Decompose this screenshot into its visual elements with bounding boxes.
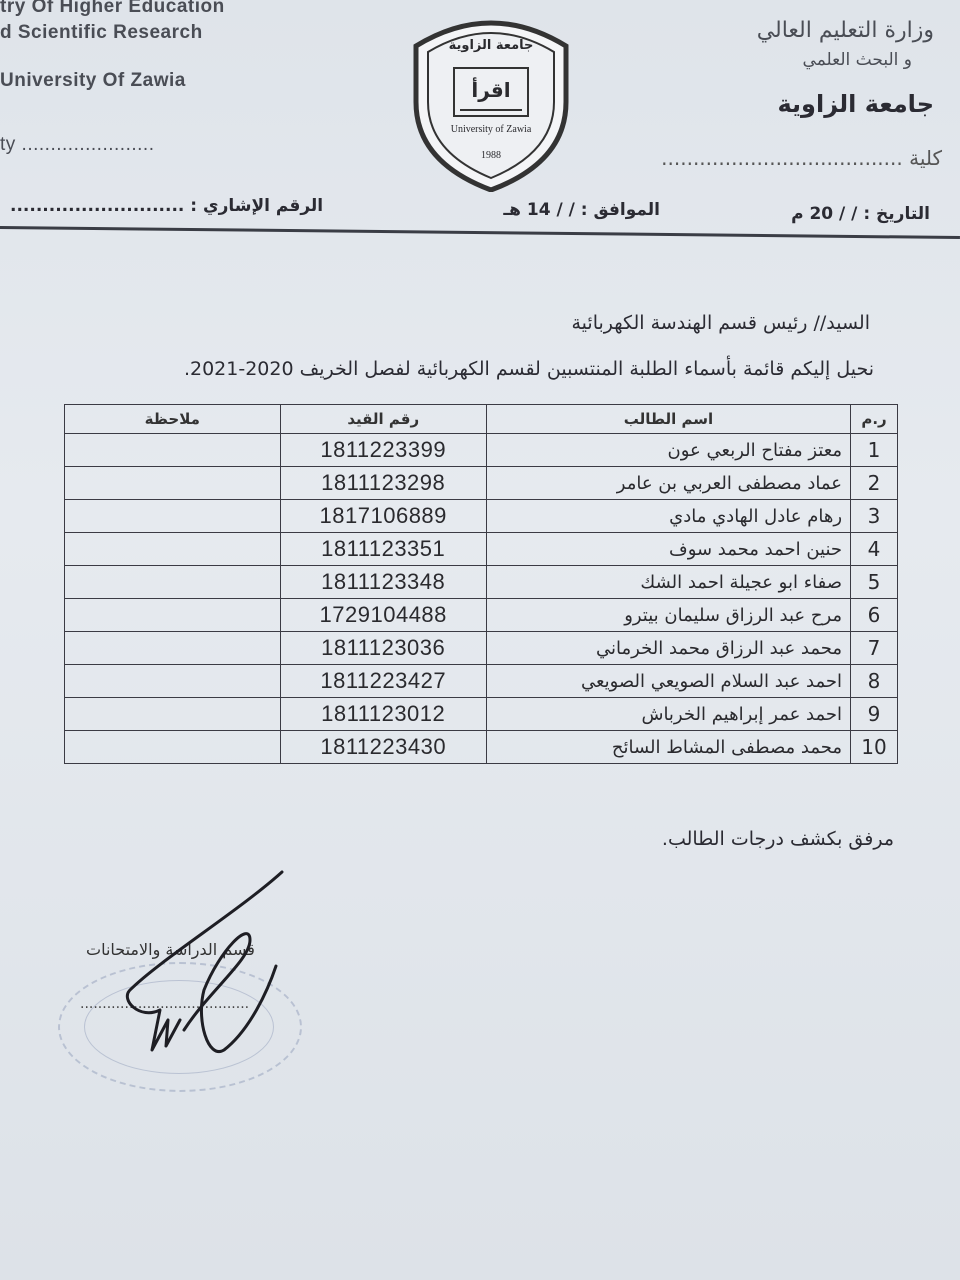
row-no: 1 [851, 434, 898, 467]
header-reg: رقم القيد [280, 405, 486, 434]
ministry-ar-line1: وزارة التعليم العالي [756, 18, 934, 43]
table-row [65, 566, 898, 599]
row-name: معتز مفتاح الربعي عون [486, 434, 850, 467]
signature-line: ...................................... [80, 996, 250, 1012]
row-no: 3 [851, 500, 898, 533]
row-note [65, 731, 281, 764]
row-no: 10 [851, 731, 898, 764]
ministry-ar-line2: و البحث العلمي [802, 50, 912, 70]
ministry-en-line1: try Of Higher Education [0, 0, 225, 17]
row-no: 8 [851, 665, 898, 698]
students-table [64, 404, 898, 764]
row-name: حنين احمد محمد سوف [486, 533, 850, 566]
row-name: محمد عبد الرزاق محمد الخرماني [486, 632, 850, 665]
row-note [65, 698, 281, 731]
table-row [65, 731, 898, 764]
row-reg: 1811123351 [280, 533, 486, 566]
row-name: صفاء ابو عجيلة احمد الشك [486, 566, 850, 599]
table-row [65, 632, 898, 665]
row-name: رهام عادل الهادي مادي [486, 500, 850, 533]
table-row [65, 533, 898, 566]
row-reg: 1811123012 [280, 698, 486, 731]
row-no: 2 [851, 467, 898, 500]
row-note [65, 566, 281, 599]
date-field: التاريخ : / / 20 م [791, 204, 930, 224]
muwafiq-field: الموافق : / / 14 هـ [503, 200, 660, 220]
intro-paragraph: نحيل إليكم قائمة بأسماء الطلبة المنتسبين لقسم الكهربائية لفصل الخريف 2020-2021. [183, 358, 874, 380]
university-logo [402, 6, 580, 192]
row-name: احمد عمر إبراهيم الخرباش [486, 698, 850, 731]
reference-number-field: الرقم الإشاري : ........................... [10, 196, 324, 216]
addressee-line: السيد// رئيس قسم الهندسة الكهربائية [571, 312, 870, 334]
university-ar: جامعة الزاوية [777, 90, 934, 118]
row-note [65, 500, 281, 533]
logo-top-text: جامعة الزاوية [448, 38, 534, 53]
row-reg: 1811123036 [280, 632, 486, 665]
row-reg: 1811223399 [280, 434, 486, 467]
row-name: محمد مصطفى المشاط السائح [486, 731, 850, 764]
row-no: 9 [851, 698, 898, 731]
logo-word: اقرأ [471, 78, 511, 102]
row-note [65, 665, 281, 698]
row-note [65, 533, 281, 566]
table-row [65, 698, 898, 731]
header-note: ملاحظة [65, 405, 281, 434]
row-note [65, 599, 281, 632]
row-name: عماد مصطفى العربي بن عامر [486, 467, 850, 500]
row-note [65, 467, 281, 500]
ministry-en-line2: d Scientific Research [0, 22, 203, 43]
table-header-row [65, 405, 898, 434]
row-name: مرح عبد الرزاق سليمان بيترو [486, 599, 850, 632]
row-reg: 1811123348 [280, 566, 486, 599]
row-no: 5 [851, 566, 898, 599]
table-row [65, 434, 898, 467]
row-no: 4 [851, 533, 898, 566]
row-no: 7 [851, 632, 898, 665]
row-reg: 1811223427 [280, 665, 486, 698]
header-name: اسم الطالب [486, 405, 850, 434]
row-reg: 1817106889 [280, 500, 486, 533]
row-note [65, 434, 281, 467]
row-name: احمد عبد السلام الصويعي الصويعي [486, 665, 850, 698]
row-reg: 1811223430 [280, 731, 486, 764]
logo-en-text: University of Zawia [450, 124, 532, 135]
logo-year: 1988 [481, 150, 501, 161]
row-reg: 1729104488 [280, 599, 486, 632]
row-reg: 1811123298 [280, 467, 486, 500]
university-en: University Of Zawia [0, 70, 186, 91]
faculty-en: ty ....................... [0, 134, 155, 155]
header-divider [0, 226, 960, 239]
table-row [65, 599, 898, 632]
attachment-note: مرفق بكشف درجات الطالب. [661, 828, 894, 850]
row-note [65, 632, 281, 665]
signatory-title: قسم الدراسة والامتحانات [86, 940, 255, 959]
row-no: 6 [851, 599, 898, 632]
table-row [65, 467, 898, 500]
table-row [65, 665, 898, 698]
header-no: ر.م [851, 405, 898, 434]
faculty-ar: كلية ...................................... [661, 146, 942, 170]
table-row [65, 500, 898, 533]
signature-icon [100, 870, 300, 1070]
